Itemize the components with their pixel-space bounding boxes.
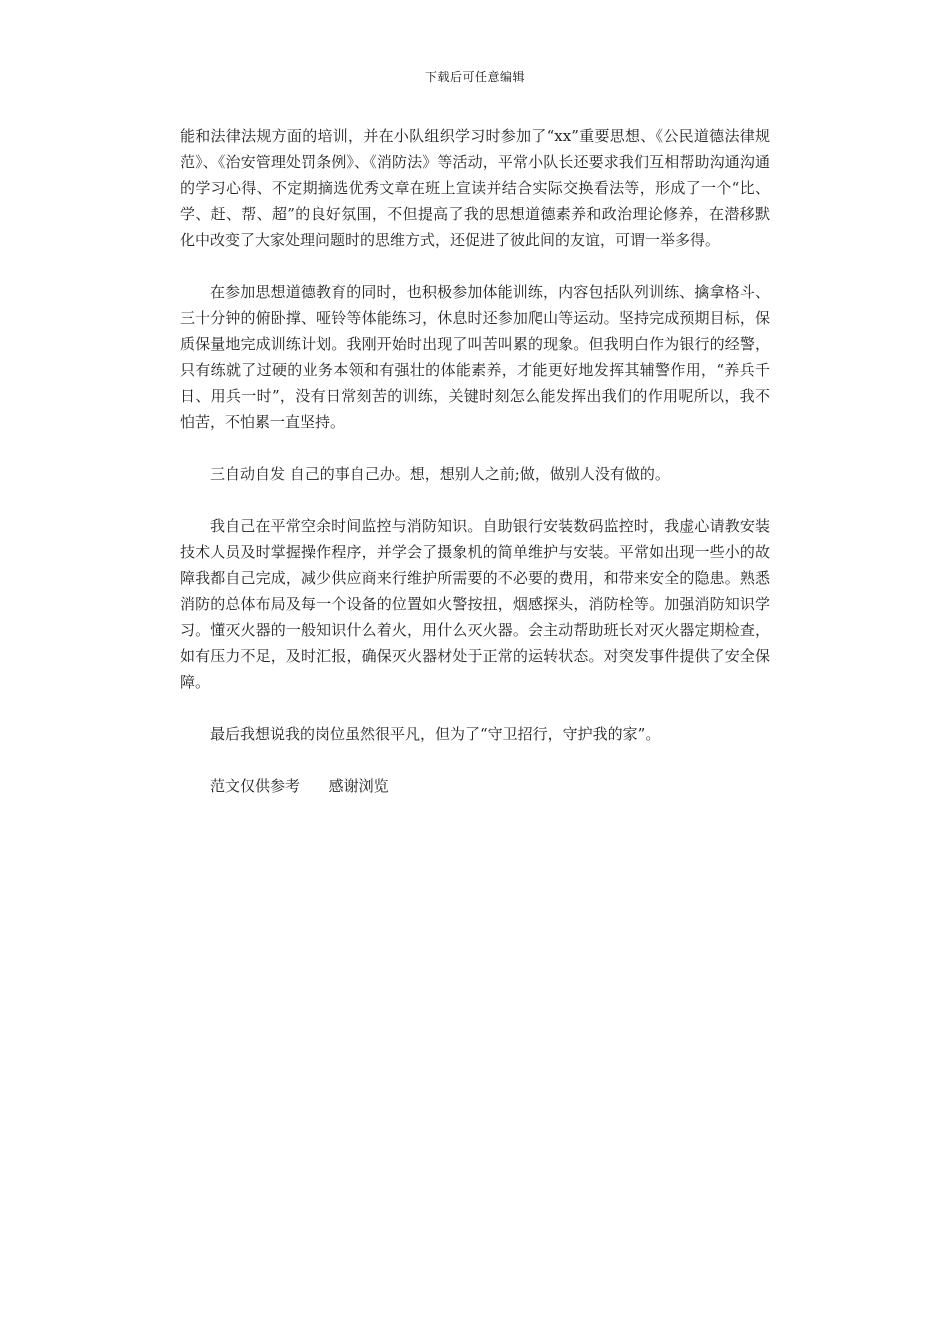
paragraph-conclusion: 最后我想说我的岗位虽然很平凡，但为了“守卫招行，守护我的家”。 <box>210 725 661 743</box>
page-header: 下载后可任意编辑 <box>424 70 525 84</box>
paragraph-self-motivation: 三自动自发 自己的事自己办。想，想别人之前;做，做别人没有做的。 <box>210 465 670 483</box>
footer-note: 范文仅供参考 感谢浏览 <box>210 777 389 795</box>
paragraph-training-continued: 能和法律法规方面的培训，并在小队组织学习时参加了“xx”重要思想、《公民道德法律规范》、《治安管理处罚条例》、《消防法》等活动，平常小队长还要求我们互相帮助沟通沟通的学习心得、不定期摘选优秀文章在班上宣读并结合实际交换看法等，形成了一个“比、学、赶、帮、超”的良好氛围，不但提高了我的思想道德素养和政治理论修养，在潜移默化中改变了大家处理问题时的思维方式，还促进了彼此间的友谊，可谓一举多得。 <box>180 127 770 249</box>
paragraph-monitoring-fire-safety: 我自己在平常空余时间监控与消防知识。自助银行安装数码监控时，我虚心请教安装技术人员及时掌握操作程序，并学会了摄象机的简单维护与安装。平常如出现一些小的故障我都自己完成，减少供应商来行维护所需要的不必要的费用，和带来安全的隐患。熟悉消防的总体布局及每一个设备的位置如火警按扭，烟感探头，消防栓等。加强消防知识学习。懂灭火器的一般知识什么着火，用什么灭火器。会主动帮助班长对灭火器定期检查，如有压力不足，及时汇报，确保灭火器材处于正常的运转状态。对突发事件提供了安全保障。 <box>180 517 770 691</box>
document-body <box>180 123 770 799</box>
paragraph-physical-training: 在参加思想道德教育的同时，也积极参加体能训练，内容包括队列训练、擒拿格斗、三十分钟的俯卧撑、哑铃等体能练习，休息时还参加爬山等运动。坚持完成预期目标，保质保量地完成训练计划。我刚开始时出现了叫苦叫累的现象。但我明白作为银行的经警，只有练就了过硬的业务本领和有强壮的体能素养，才能更好地发挥其辅警作用，“养兵千日、用兵一时”，没有日常刻苦的训练，关键时刻怎么能发挥出我们的作用呢所以，我不怕苦，不怕累一直坚持。 <box>180 283 770 431</box>
